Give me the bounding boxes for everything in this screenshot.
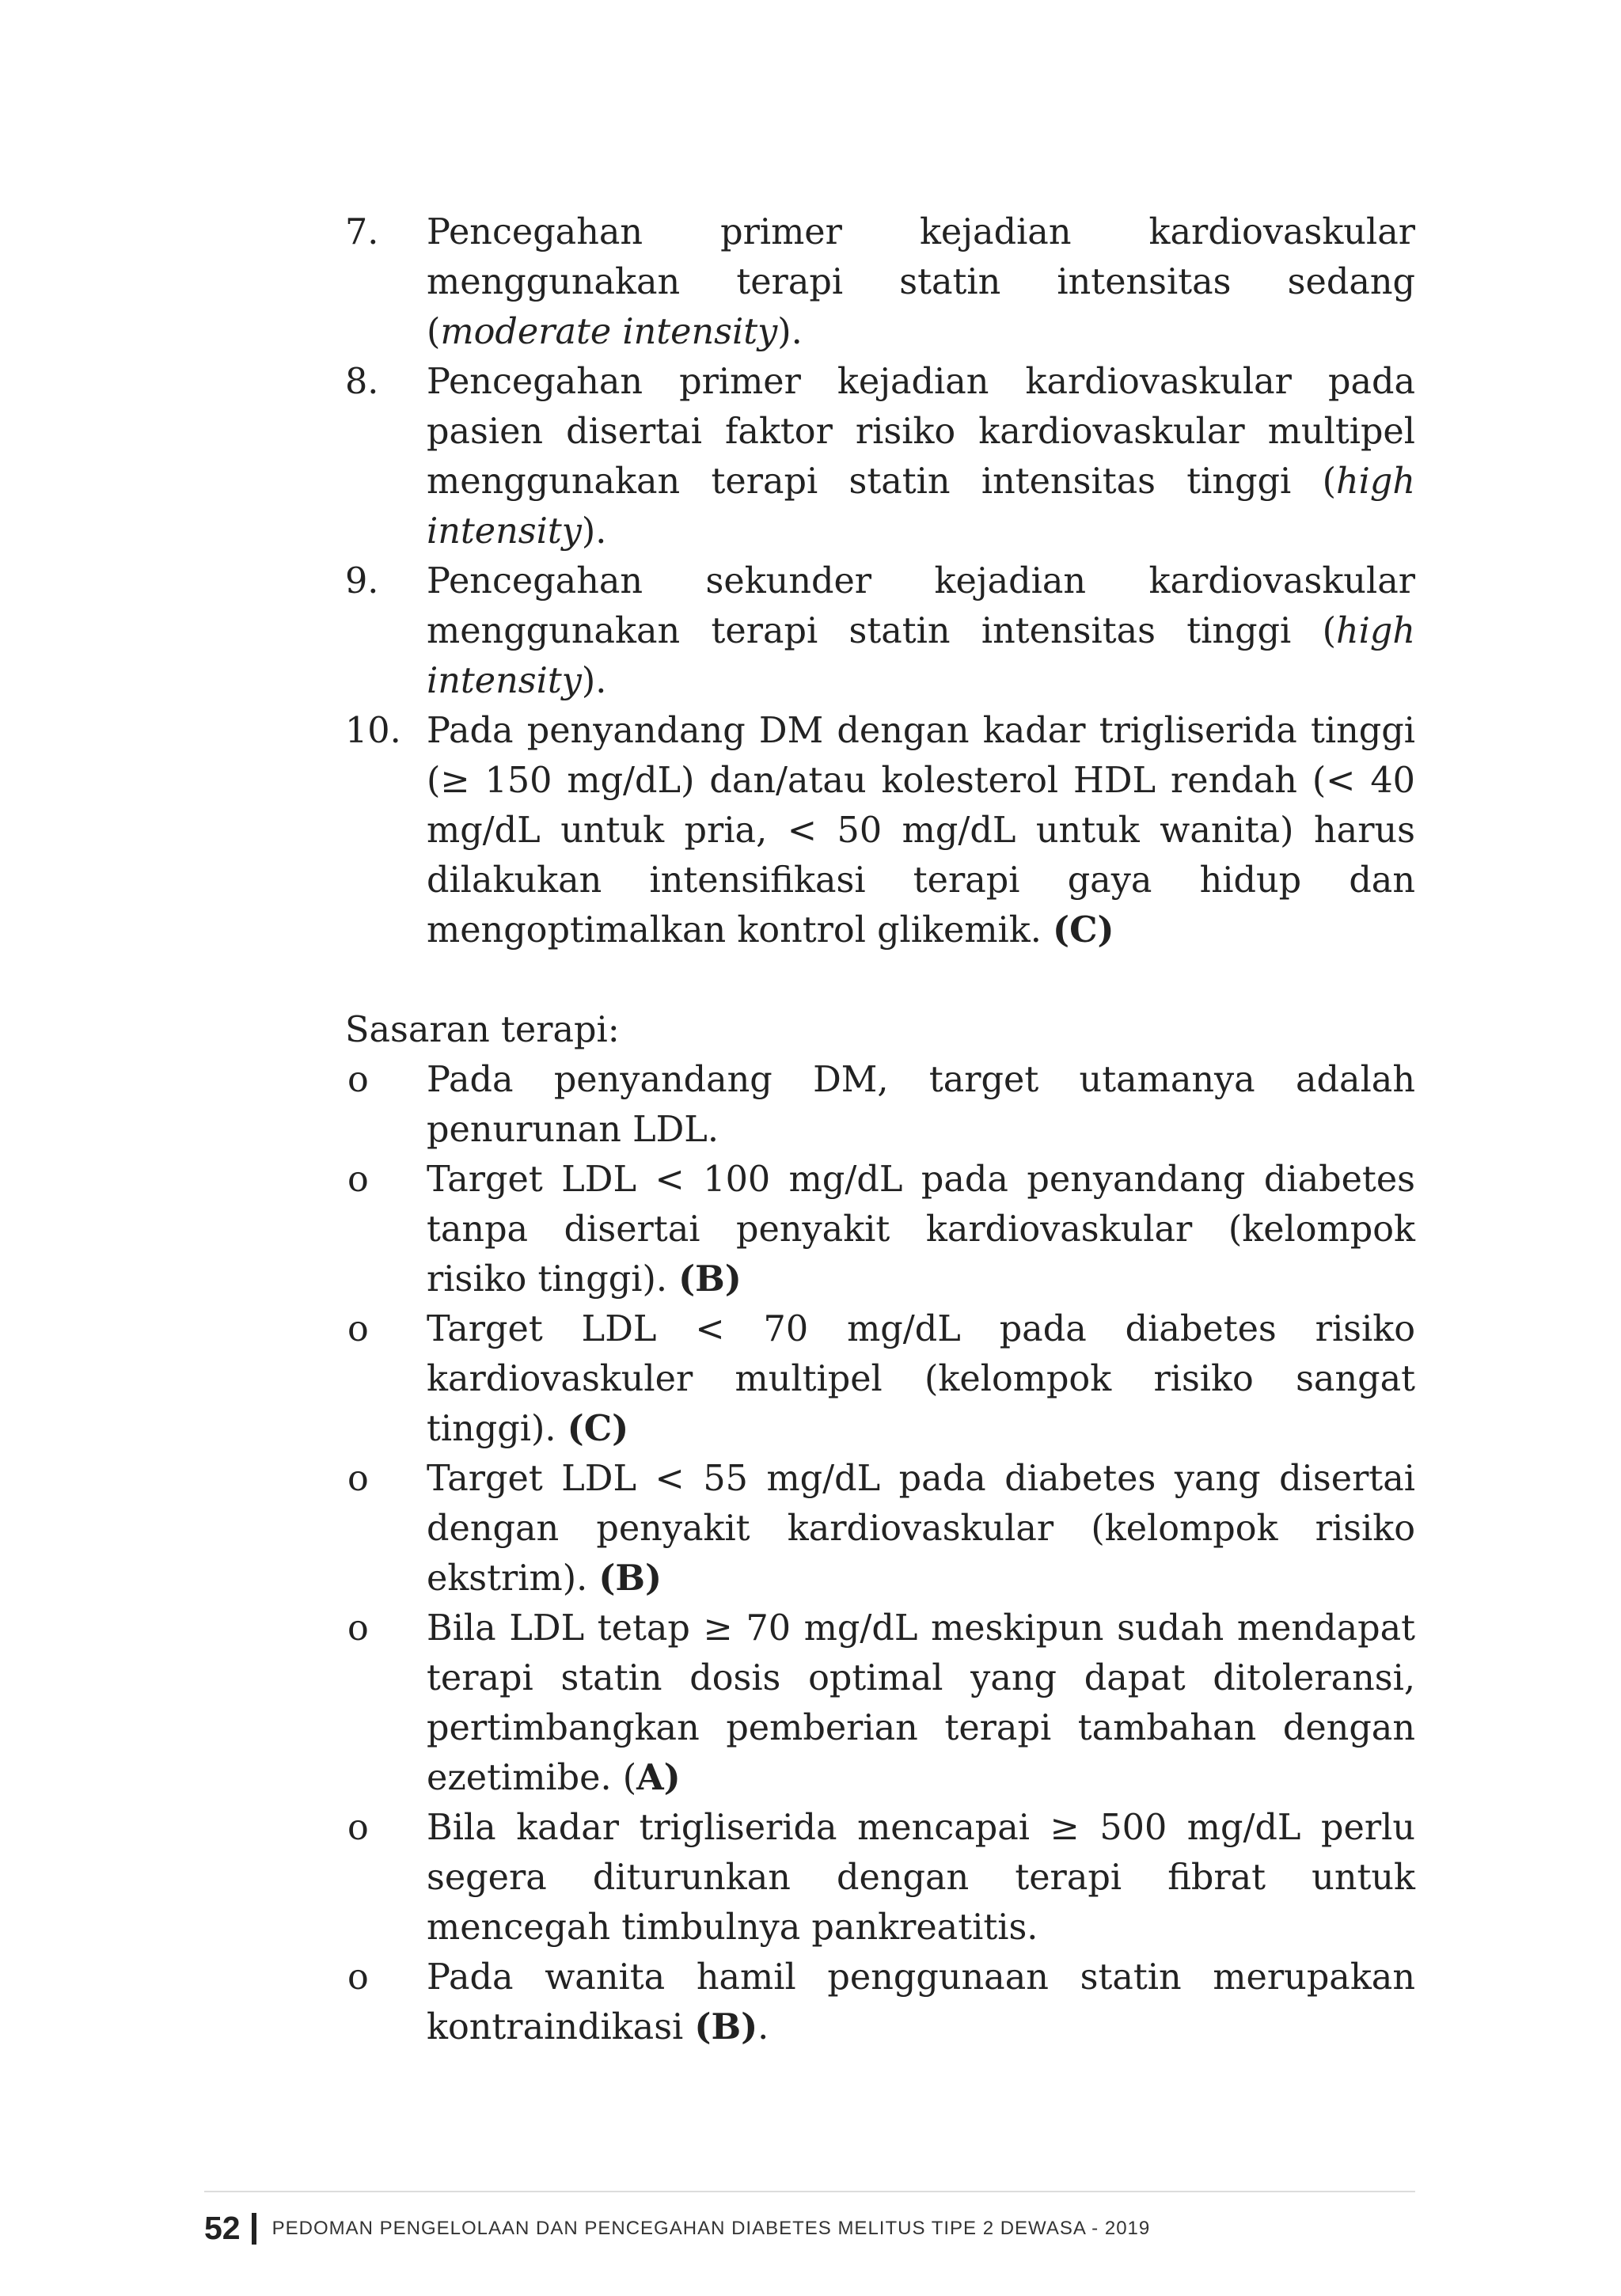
evidence-level: A) (636, 1757, 681, 1798)
numbered-list-item (345, 706, 1415, 955)
list-item-text (427, 1808, 1415, 1948)
list-item-text (427, 1159, 1415, 1300)
list-item-text (427, 362, 1415, 552)
list-marker: o (347, 1459, 369, 1499)
list-item-text (427, 711, 1415, 951)
text-segment: . (757, 2007, 769, 2047)
bullet-list-item (345, 1603, 1415, 1803)
list-marker: o (347, 1808, 369, 1848)
list-marker: 7. (345, 212, 379, 252)
list-item-text (427, 1608, 1415, 1798)
bullet-list-item (345, 1454, 1415, 1603)
text-segment: Target LDL < 55 mg/dL pada diabetes yang disertai dengan penyakit kardiovaskular (kelompok risiko ekstrim). (427, 1459, 1415, 1599)
page-number: 52 (204, 2210, 241, 2246)
sasaran-terapi-list (345, 1055, 1415, 2052)
text-segment: Pencegahan sekunder kejadian kardiovaskular menggunakan terapi statin intensitas tinggi ( (427, 561, 1415, 651)
emphasized-term: high intensity (427, 611, 1415, 701)
numbered-recommendation-list (345, 207, 1415, 955)
list-marker: o (347, 1309, 369, 1349)
footer-divider (204, 2191, 1415, 2192)
text-segment: Bila LDL tetap ≥ 70 mg/dL meskipun sudah mendapat terapi statin dosis optimal yang dapat ditoleransi, pertimbangkan pemberian terapi tambahan dengan ezetimibe. ( (427, 1608, 1415, 1798)
numbered-list-item (345, 357, 1415, 556)
bullet-list-item (345, 1055, 1415, 1155)
list-item-text (427, 561, 1415, 701)
sasaran-terapi-section (345, 1005, 1415, 2052)
list-marker: o (347, 1060, 369, 1100)
section-gap (345, 955, 1415, 1005)
evidence-level: (B) (694, 2006, 758, 2047)
page-footer (204, 2210, 1471, 2246)
evidence-level: (C) (567, 1408, 629, 1449)
footer-separator-bar (252, 2213, 256, 2245)
footer-running-title: PEDOMAN PENGELOLAAN DAN PENCEGAHAN DIABETES MELITUS TIPE 2 DEWASA - 2019 (271, 2217, 1151, 2239)
text-segment: ). (581, 661, 607, 701)
list-item-text (427, 1957, 1415, 2047)
bullet-list-item (345, 1155, 1415, 1304)
list-marker: 9. (345, 561, 379, 602)
list-marker: o (347, 1159, 369, 1200)
emphasized-term: high intensity (427, 461, 1415, 552)
text-segment: Pada penyandang DM dengan kadar trigliserida tinggi (≥ 150 mg/dL) dan/atau kolesterol HDL rendah (< 40 mg/dL untuk pria, < 50 mg/dL untuk wanita) harus dilakukan intensifikasi terapi gaya hidup dan mengoptimalkan kontrol glikemik. (427, 711, 1415, 951)
evidence-level: (B) (598, 1558, 662, 1599)
text-segment: Target LDL < 70 mg/dL pada diabetes risiko kardiovaskuler multipel (kelompok risiko sangat tinggi). (427, 1309, 1415, 1449)
list-marker: 10. (345, 711, 401, 751)
list-marker: o (347, 1957, 369, 1998)
page-content (345, 207, 1415, 2052)
list-item-text (427, 1060, 1415, 1150)
text-segment: Pada penyandang DM, target utamanya adalah penurunan LDL. (427, 1060, 1415, 1150)
text-segment: Pencegahan primer kejadian kardiovaskular pada pasien disertai faktor risiko kardiovaskular multipel menggunakan terapi statin intensitas tinggi ( (427, 362, 1415, 502)
evidence-level: (C) (1053, 909, 1114, 951)
text-segment: ). (581, 511, 607, 552)
text-segment: Pada wanita hamil penggunaan statin merupakan kontraindikasi (427, 1957, 1415, 2047)
evidence-level: (B) (678, 1258, 742, 1300)
text-segment: Bila kadar trigliserida mencapai ≥ 500 mg/dL perlu segera diturunkan dengan terapi fibrat untuk mencegah timbulnya pankreatitis. (427, 1808, 1415, 1948)
text-segment: Pencegahan primer kejadian kardiovaskular menggunakan terapi statin intensitas sedang ( (427, 212, 1415, 352)
text-segment: Target LDL < 100 mg/dL pada penyandang diabetes tanpa disertai penyakit kardiovaskular (kelompok risiko tinggi). (427, 1159, 1415, 1300)
numbered-list-item (345, 207, 1415, 357)
list-item-text (427, 1459, 1415, 1599)
list-marker: 8. (345, 362, 379, 402)
list-marker: o (347, 1608, 369, 1649)
bullet-list-item (345, 1803, 1415, 1953)
numbered-list-item (345, 556, 1415, 706)
emphasized-term: moderate intensity (440, 312, 778, 352)
bullet-list-item (345, 1953, 1415, 2052)
text-segment: ). (777, 312, 803, 352)
list-item-text (427, 212, 1415, 352)
bullet-list-item (345, 1304, 1415, 1454)
list-item-text (427, 1309, 1415, 1449)
sasaran-terapi-heading: Sasaran terapi: (345, 1010, 620, 1050)
